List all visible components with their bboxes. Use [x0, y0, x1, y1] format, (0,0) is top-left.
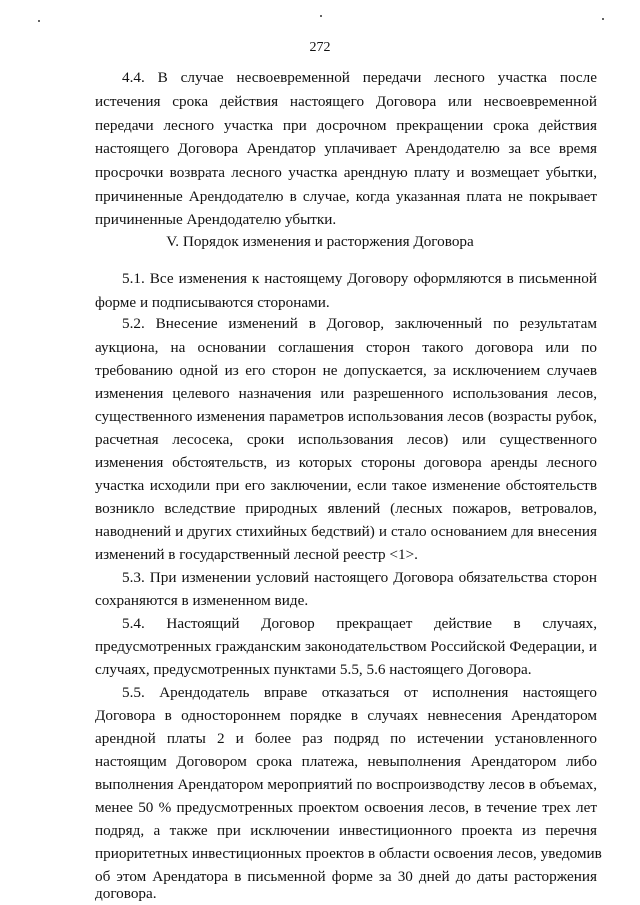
paragraph-4-4-line: причиненные Арендодателю в случае, когда указанная плата не покрывает	[95, 188, 597, 205]
paragraph-5-2-line: участка исходили при его заключении, если такое изменение обстоятельств	[95, 477, 597, 494]
paragraph-5-3-line: 5.3. При изменении условий настоящего Договора обязательства сторон	[122, 569, 597, 586]
paragraph-5-2-line: расчетная лесосека, сроки использования лесов) или существенного	[95, 431, 597, 448]
paragraph-5-2-line: аукциона, на основании соглашения сторон такого договора или по	[95, 339, 597, 356]
paragraph-4-4-line: истечения срока действия настоящего Договора или несвоевременной	[95, 93, 597, 110]
section-heading: V. Порядок изменения и расторжения Договора	[166, 233, 474, 250]
paragraph-5-2-line: изменения обстоятельств, из которых стороны договора аренды лесного	[95, 454, 597, 471]
paragraph-5-5-line: Договора в одностороннем порядке в случаях невнесения Арендатором	[95, 707, 597, 724]
paragraph-4-4-line: причиненные Арендодателю убытки.	[95, 211, 337, 228]
paragraph-5-2-line: существенного изменения параметров использования лесов (возрасты рубок,	[95, 408, 597, 425]
paragraph-5-3-line: сохраняются в измененном виде.	[95, 592, 309, 609]
paragraph-4-4-line: просрочки возврата лесного участка арендную плату и возмещает убытки,	[95, 164, 597, 181]
paragraph-5-4-line: предусмотренных гражданским законодательством Российской Федерации, и	[95, 638, 597, 655]
page-number: 272	[309, 40, 331, 55]
paragraph-5-1-line: 5.1. Все изменения к настоящему Договору оформляются в письменной	[122, 270, 597, 287]
scan-speck	[38, 20, 40, 22]
paragraph-5-2-line: возникло вследствие природных явлений (лесных пожаров, ветровалов,	[95, 500, 597, 517]
paragraph-5-5-line: менее 50 % предусмотренных проектом освоения лесов, в течение трех лет	[95, 799, 597, 816]
paragraph-5-5-line: арендной платы 2 и более раз подряд по истечении установленного	[95, 730, 597, 747]
paragraph-5-5-line: договора.	[95, 885, 157, 902]
paragraph-5-5-line: приоритетных инвестиционных проектов в области освоения лесов, уведомив	[95, 845, 602, 862]
paragraph-5-2-line: требованию одной из его сторон не допускается, за исключением случаев	[95, 362, 597, 379]
paragraph-5-2-line: изменений в государственный лесной реестр <1>.	[95, 546, 418, 563]
paragraph-5-4-line: 5.4. Настоящий Договор прекращает действие в случаях,	[122, 615, 597, 632]
paragraph-5-2-line: 5.2. Внесение изменений в Договор, заключенный по результатам	[122, 315, 597, 332]
paragraph-5-2-line: наводнений и других стихийных бедствий) и стало основанием для внесения	[95, 523, 597, 540]
paragraph-5-5-line: об этом Арендатора в письменной форме за 30 дней до даты расторжения	[95, 868, 597, 885]
scan-speck	[320, 15, 322, 17]
paragraph-4-4-line: настоящего Договора Арендатор уплачивает Арендодателю за все время	[95, 140, 597, 157]
scan-speck	[602, 18, 604, 20]
paragraph-4-4-line: 4.4. В случае несвоевременной передачи лесного участка после	[122, 69, 597, 86]
paragraph-5-1-line: форме и подписываются сторонами.	[95, 294, 330, 311]
paragraph-5-2-line: изменения целевого назначения или разрешенного использования лесов,	[95, 385, 597, 402]
paragraph-5-5-line: настоящим Договором срока платежа, невыполнения Арендатором либо	[95, 753, 597, 770]
paragraph-5-5-line: 5.5. Арендодатель вправе отказаться от исполнения настоящего	[122, 684, 597, 701]
paragraph-4-4-line: передачи лесного участка при досрочном прекращении срока действия	[95, 117, 597, 134]
paragraph-5-5-line: подряд, а также при исключении инвестиционного проекта из перечня	[95, 822, 597, 839]
paragraph-5-4-line: случаях, предусмотренных пунктами 5.5, 5.6 настоящего Договора.	[95, 661, 532, 678]
paragraph-5-5-line: выполнения Арендатором мероприятий по воспроизводству лесов в объемах,	[95, 776, 597, 793]
